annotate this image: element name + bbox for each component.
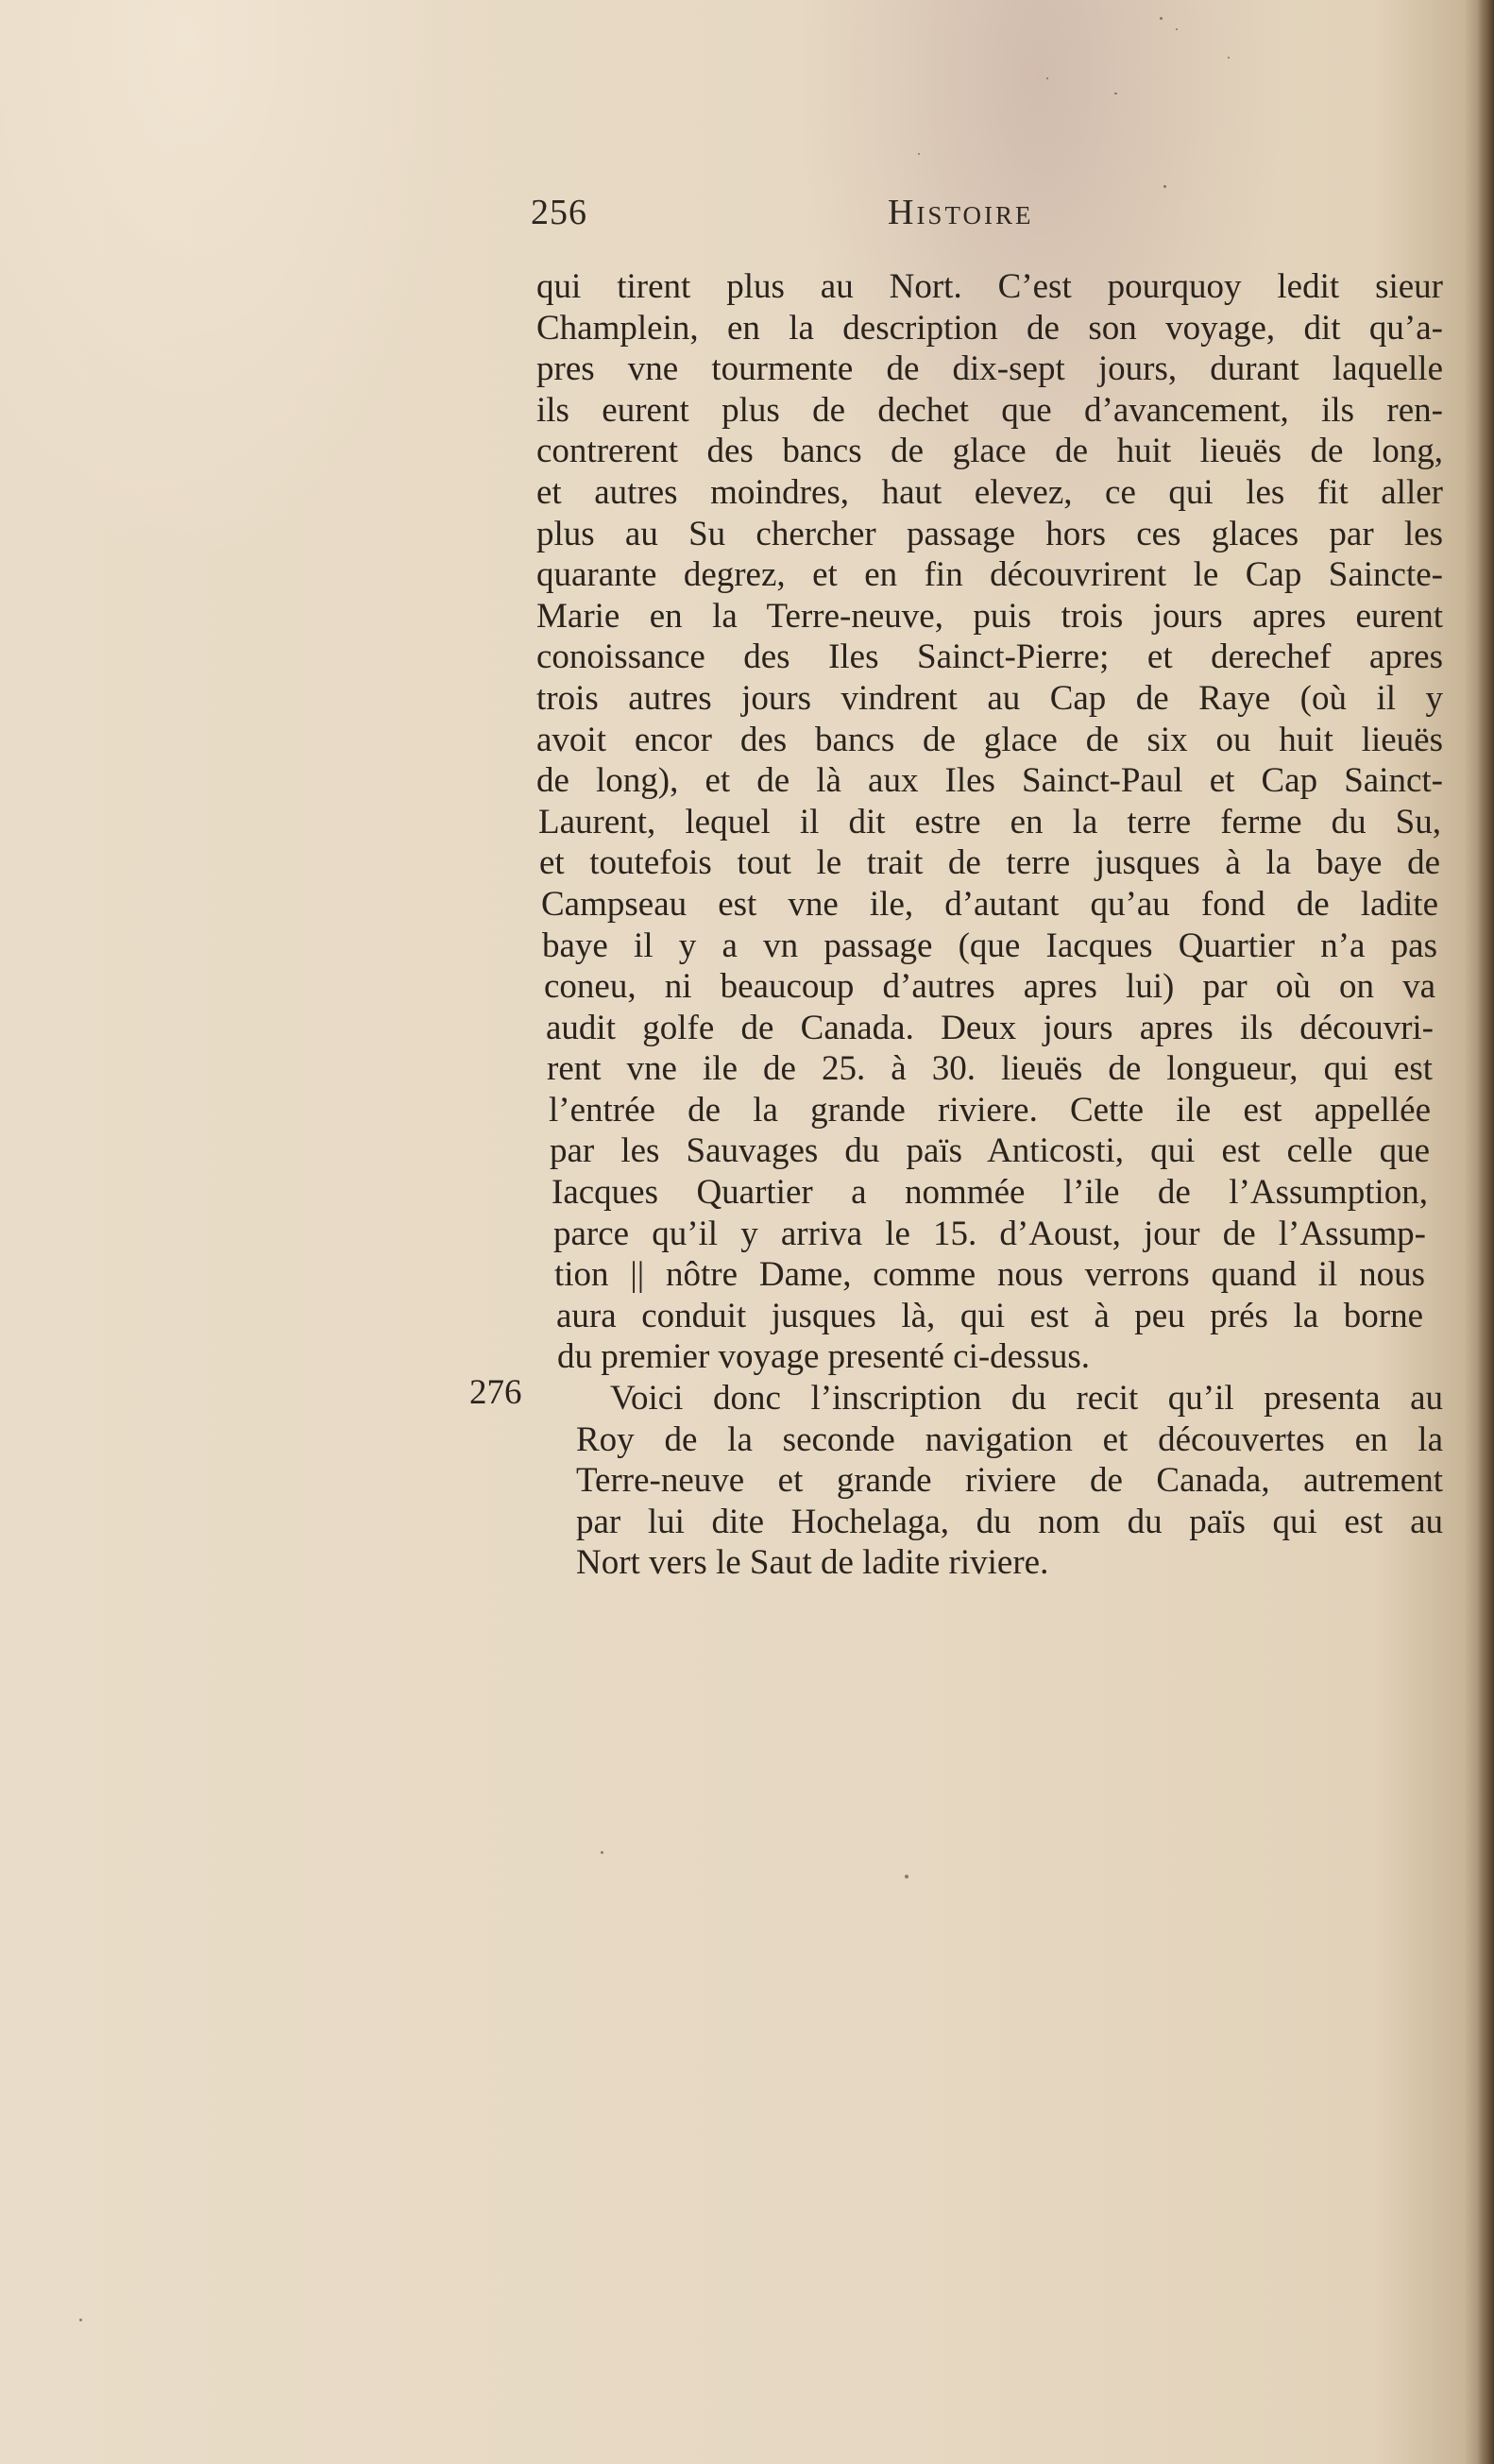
text-line: et autres moindres, haut elevez, ce qui les fit aller — [536, 472, 1443, 512]
paper-speck — [601, 1851, 603, 1854]
text-line: pres vne tourmente de dix-sept jours, durant laquelle — [536, 349, 1443, 389]
text-line: Champlein, en la description de son voyage, dit qu’a- — [536, 308, 1443, 348]
text-line: Voici donc l’inscription du recit qu’il presenta au — [610, 1379, 1443, 1419]
paper-speck — [1160, 17, 1163, 20]
text-line: tion || nôtre Dame, comme nous verrons quand il nous — [554, 1255, 1425, 1295]
text-line: plus au Su chercher passage hors ces glaces par les — [536, 514, 1443, 553]
text-line: ils eurent plus de dechet que d’avancement, ils ren- — [536, 390, 1443, 430]
body-text — [536, 266, 1443, 1584]
text-line: l’entrée de la grande riviere. Cette ile est appellée — [549, 1090, 1431, 1130]
paper-speck — [1176, 28, 1178, 30]
text-line: Marie en la Terre-neuve, puis trois jours apres eurent — [536, 596, 1443, 636]
text-line: Roy de la seconde navigation et découvertes en la — [576, 1419, 1443, 1459]
text-line: contrerent des bancs de glace de huit lieuës de long, — [536, 432, 1443, 471]
text-line: de long), et de là aux Iles Sainct-Paul et Cap Sainct- — [536, 761, 1443, 801]
text-line: quarante degrez, et en fin découvrirent le Cap Saincte- — [536, 555, 1443, 595]
paper-speck — [1163, 185, 1166, 188]
page-header — [531, 192, 1475, 248]
paper-speck — [1046, 77, 1048, 79]
paper-speck — [1228, 57, 1230, 59]
text-line: du premier voyage presenté ci-dessus. — [557, 1337, 1091, 1377]
text-line: trois autres jours vindrent au Cap de Raye (où il y — [536, 678, 1443, 718]
text-line: Campseau est vne ile, d’autant qu’au fond de ladite — [541, 884, 1438, 924]
text-line: Iacques Quartier a nommée l’ile de l’Assumption, — [552, 1173, 1428, 1213]
text-line: par lui dite Hochelaga, du nom du païs qui est au — [576, 1502, 1443, 1541]
margin-page-reference: 276 — [469, 1373, 522, 1412]
paper-speck — [79, 2319, 82, 2321]
page-number: 256 — [531, 193, 587, 232]
text-line: audit golfe de Canada. Deux jours apres ils découvri- — [546, 1008, 1434, 1047]
paper-speck — [905, 1875, 908, 1878]
text-line: Laurent, lequel il dit estre en la terre ferme du Su, — [538, 802, 1441, 841]
running-title: Histoire — [888, 193, 1034, 232]
text-line: Terre-neuve et grande riviere de Canada, autrement — [576, 1461, 1443, 1501]
spine-shadow — [1477, 0, 1494, 2464]
text-line: avoit encor des bancs de glace de six ou huit lieuës — [536, 720, 1443, 759]
text-line: par les Sauvages du païs Anticosti, qui est celle que — [550, 1131, 1430, 1171]
text-line: parce qu’il y arriva le 15. d’Aoust, jour de l’Assump- — [553, 1214, 1426, 1253]
text-line: rent vne ile de 25. à 30. lieuës de longueur, qui est — [547, 1049, 1433, 1089]
text-line: Nort vers le Saut de ladite riviere. — [576, 1543, 1049, 1583]
text-line: aura conduit jusques là, qui est à peu prés la borne — [556, 1296, 1423, 1335]
text-line: qui tirent plus au Nort. C’est pourquoy ledit sieur — [536, 267, 1443, 306]
text-line: coneu, ni beaucoup d’autres apres lui) par où on va — [544, 967, 1435, 1007]
text-line: et toutefois tout le trait de terre jusques à la baye de — [539, 843, 1440, 883]
text-line: conoissance des Iles Sainct-Pierre; et derechef apres — [536, 637, 1443, 677]
paper-speck — [1114, 93, 1117, 94]
text-line: baye il y a vn passage (que Iacques Quartier n’a pas — [542, 926, 1437, 965]
paper-speck — [918, 153, 920, 155]
paragraph-2 — [536, 1378, 1443, 1584]
